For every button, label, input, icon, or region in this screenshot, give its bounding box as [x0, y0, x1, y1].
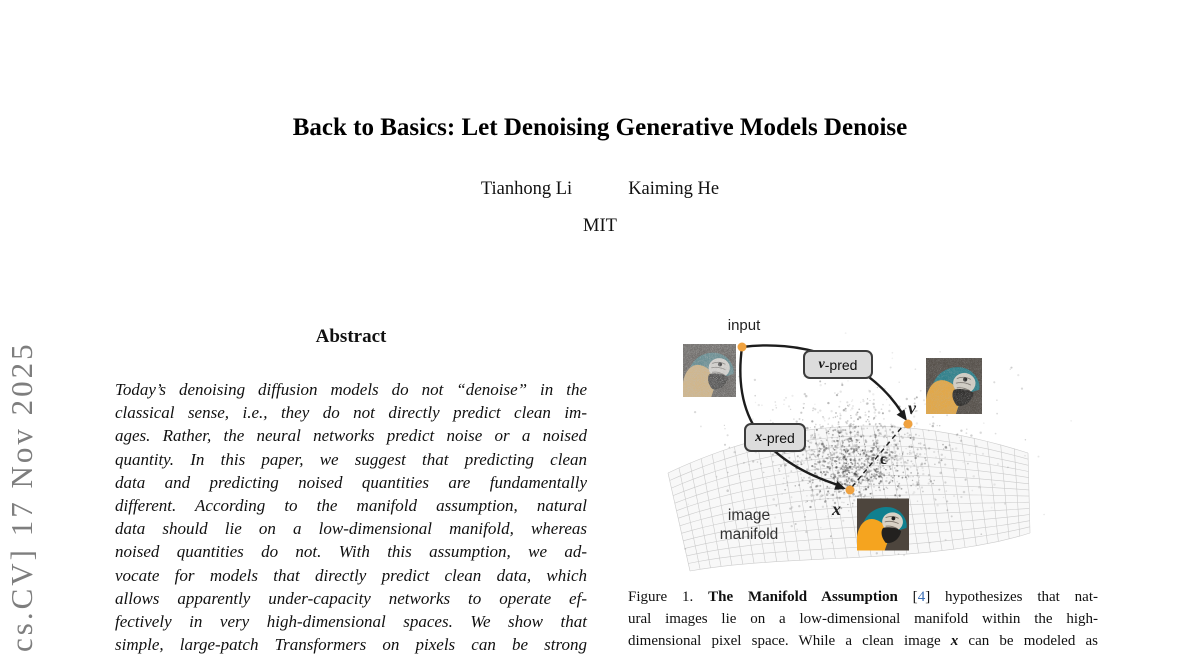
abstract-line: quantity. In this paper, we suggest that predicting clean — [115, 449, 587, 469]
v-point — [904, 420, 913, 429]
page-title: Back to Basics: Let Denoising Generative Models Denoise — [292, 113, 908, 141]
abstract-line: different. According to the manifold assumption, natural — [115, 496, 587, 516]
abstract-heading: Abstract — [315, 326, 387, 347]
x-pred-suffix: -pred — [762, 429, 795, 446]
v-point-label: v — [908, 398, 916, 418]
abstract-section — [115, 326, 587, 656]
arxiv-banner: cs.CV] 17 Nov 2025 — [4, 341, 39, 652]
figure-manifold-illustration — [628, 303, 1108, 587]
abstract-body — [115, 378, 587, 656]
author-name: Tianhong Li — [480, 179, 573, 199]
caption-bold-title: The Manifold Assumption — [708, 589, 898, 605]
abstract-line: fectively in very high-dimensional spaces. We show that — [115, 612, 587, 632]
image-manifold-label: image manifold — [719, 507, 779, 543]
v-pred-box — [803, 350, 873, 379]
clean-image — [857, 498, 909, 551]
caption-line: ural images lie on a low-dimensional manifold within the high- — [628, 610, 1098, 627]
abstract-line: Today’s denoising diffusion models do not “denoise” in the — [115, 380, 587, 399]
v-prediction-image — [926, 358, 982, 414]
abstract-line: classical sense, i.e., they do not directly predict clean im- — [115, 403, 587, 423]
input-label: input — [727, 317, 761, 334]
abstract-line: ages. Rather, the neural networks predict noise or a noised — [115, 426, 587, 446]
caption-line: dimensional pixel space. While a clean image x can be modeled as — [628, 632, 1098, 649]
abstract-line: data should lie on a low-dimensional manifold, whereas — [115, 519, 587, 539]
x-pred-var: x — [755, 429, 763, 445]
image-manifold-mesh — [668, 426, 1030, 571]
x-point-label: x — [832, 499, 841, 519]
abstract-line: data and predicting noised quantities are fundamentally — [115, 472, 587, 492]
citation-link[interactable]: 4 — [917, 589, 926, 605]
abstract-line: vocate for models that directly predict clean data, which — [115, 565, 587, 585]
noisy-input-image — [683, 344, 736, 397]
abstract-line: simple, large-patch Transformers on pixels can be strong — [115, 635, 587, 655]
v-pred-var: v — [818, 356, 825, 372]
abstract-line: noised quantities do not. With this assumption, we ad- — [115, 542, 587, 562]
author-name: Kaiming He — [628, 179, 720, 199]
x-point — [846, 486, 855, 495]
x-pred-box — [744, 423, 806, 452]
math-x: x — [950, 632, 959, 649]
v-pred-suffix: -pred — [824, 356, 858, 373]
affiliation: MIT — [583, 216, 617, 236]
input-point — [738, 343, 747, 352]
figure-caption — [628, 587, 1098, 652]
authors-row — [0, 179, 1200, 200]
caption-line: Figure 1. The Manifold Assumption [4] hypothesizes that nat- — [628, 589, 1099, 605]
abstract-line: allows apparently under-capacity networks to operate ef- — [115, 588, 587, 608]
epsilon-label: ϵ — [880, 451, 887, 468]
